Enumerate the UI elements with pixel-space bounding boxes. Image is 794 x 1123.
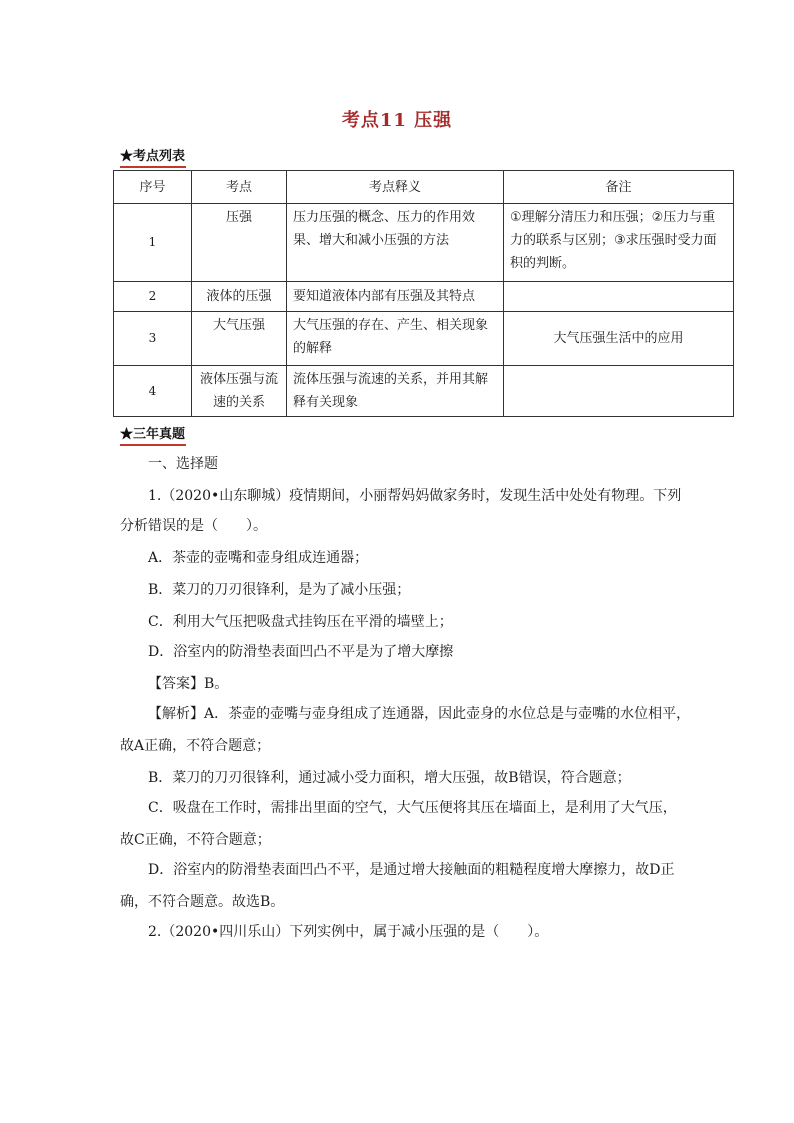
answer: 【答案】B。 <box>148 676 229 692</box>
question-1-line-2: 分析错误的是（ ）。 <box>120 518 267 534</box>
row-point: 液体压强与流速的关系 <box>192 366 287 417</box>
analysis-line: B．菜刀的刀刃很锋利，通过减小受力面积，增大压强，故B错误，符合题意； <box>148 770 631 786</box>
row-point: 压强 <box>192 204 287 282</box>
table-row <box>114 366 734 417</box>
row-description: 大气压强的存在、产生、相关现象的解释 <box>287 312 504 366</box>
analysis-line: C．吸盘在工作时，需排出里面的空气，大气压便将其压在墙面上，是利用了大气压， <box>148 800 677 816</box>
analysis-line: D．浴室内的防滑垫表面凹凸不平，是通过增大接触面的粗糙程度增大摩擦力，故D正 <box>148 862 675 878</box>
table-row <box>114 282 734 312</box>
subheading: 一、选择题 <box>148 456 218 472</box>
option-b: B．菜刀的刀刃很锋利，是为了减小压强； <box>148 582 411 598</box>
question-1-line-1: 1.（2020•山东聊城）疫情期间，小丽帮妈妈做家务时，发现生活中处处有物理。下列 <box>148 488 682 504</box>
row-number: 2 <box>114 282 192 312</box>
table-header-row <box>114 171 734 204</box>
header-number: 序号 <box>114 171 192 204</box>
row-note <box>504 366 734 417</box>
exam-points-table <box>113 170 734 417</box>
page-title: 考点11 压强 <box>341 110 453 131</box>
header-point: 考点 <box>192 171 287 204</box>
row-note: ①理解分清压力和压强；②压力与重力的联系与区别；③求压强时受力面积的判断。 <box>504 204 734 282</box>
table-row <box>114 312 734 366</box>
header-note: 备注 <box>504 171 734 204</box>
analysis-line: 确，不符合题意。故选B。 <box>120 894 285 910</box>
option-d: D．浴室内的防滑垫表面凹凸不平是为了增大摩擦 <box>148 644 454 660</box>
analysis-line: 故A正确，不符合题意； <box>120 738 271 754</box>
header-description: 考点释义 <box>287 171 504 204</box>
row-number: 1 <box>114 204 192 282</box>
option-c: C．利用大气压把吸盘式挂钩压在平滑的墙壁上； <box>148 614 453 630</box>
row-point: 液体的压强 <box>192 282 287 312</box>
row-description: 要知道液体内部有压强及其特点 <box>287 282 504 312</box>
table-row <box>114 204 734 282</box>
section-heading-exams: ★三年真题 <box>120 423 186 446</box>
row-description: 压力压强的概念、压力的作用效果、增大和减小压强的方法 <box>287 204 504 282</box>
row-number: 4 <box>114 366 192 417</box>
row-note <box>504 282 734 312</box>
row-note: 大气压强生活中的应用 <box>504 312 734 366</box>
section-heading-list: ★考点列表 <box>120 145 186 168</box>
analysis-line: 故C正确，不符合题意； <box>120 832 271 848</box>
row-point: 大气压强 <box>192 312 287 366</box>
row-number: 3 <box>114 312 192 366</box>
analysis-line: 【解析】A．茶壶的壶嘴与壶身组成了连通器，因此壶身的水位总是与壶嘴的水位相平， <box>148 706 691 722</box>
option-a: A．茶壶的壶嘴和壶身组成连通器； <box>148 550 369 566</box>
question-2-line-1: 2.（2020•四川乐山）下列实例中，属于减小压强的是（ ）。 <box>148 924 549 940</box>
row-description: 流体压强与流速的关系，并用其解释有关现象 <box>287 366 504 417</box>
